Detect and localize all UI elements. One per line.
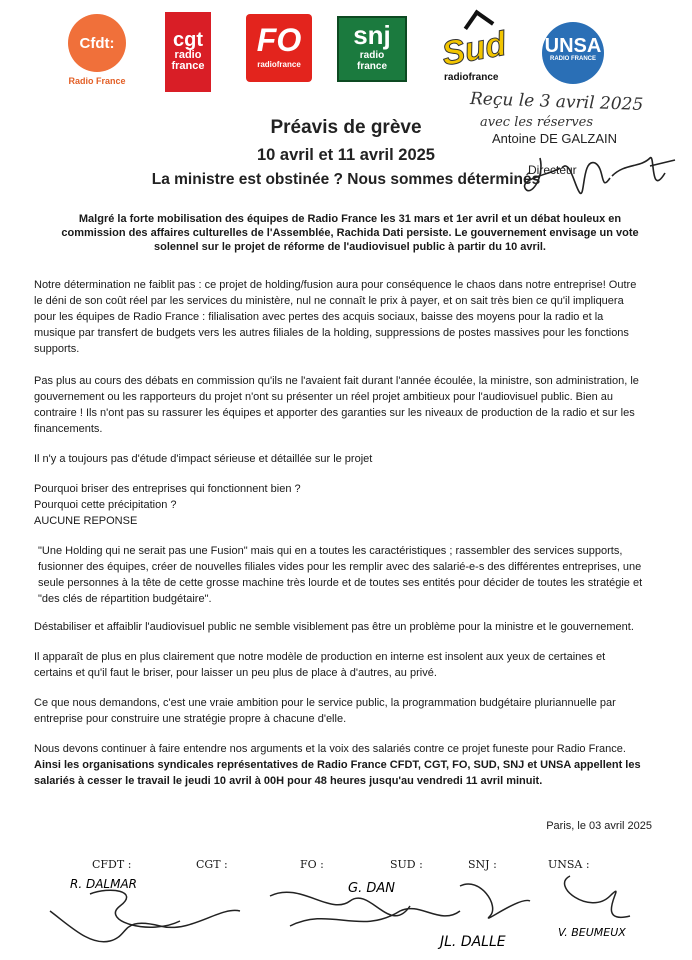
director-name: Antoine DE GALZAIN [492, 131, 617, 146]
cgt-logo-sub1: radio [174, 49, 202, 61]
paragraph-1: Notre détermination ne faiblit pas : ce projet de holding/fusion aura pour conséquence le chaos dans notre entreprise! Outre le déni de son coût réel par les services du ministère, nul ne connaît le prix à payer, et on sait très bien ce qu'il impliquera pour les équipes de Radio France : filialisation avec pertes des acquis sociaux, baisse des moyens pour la radio et la musique par transfert de budgets vers les autres filiales de la holding, suppressions de postes massives pour les fonctions supports. [34, 279, 637, 355]
signatory-label-sud: SUD : [390, 858, 423, 871]
sud-logo [438, 14, 520, 86]
place-and-date: Paris, le 03 avril 2025 [546, 820, 652, 832]
paragraph-holding: "Une Holding qui ne serait pas une Fusion" mais qui en a toutes les caractéristiques ; rassembler des services supports, fusionner des équipes, créer de nouvelles filiales vides pour les remplir avec des salarié-e-s des différentes entreprises, une seule personnes à la tête de cette grosse machine très lourde et de toutes ses entités pour décider de toutes les stratégie et "des clés de répartition budgétaire". [38, 545, 643, 605]
sud-logo-subtitle: radiofrance [444, 72, 499, 83]
signatory-label-fo: FO : [300, 858, 324, 871]
question-2: Pourquoi cette précipitation ? [34, 499, 177, 511]
snj-logo-mark: snj [353, 20, 391, 50]
fo-logo-mark: FO [256, 22, 302, 58]
snj-logo-sub2: france [356, 61, 387, 72]
signature-name-cfdt: R. DALMAR [70, 877, 138, 891]
signatory-label-snj: SNJ : [468, 858, 497, 871]
paragraph-model: Il apparaît de plus en plus clairement que notre modèle de production en interne est insolent aux yeux de certaines et certains et qu'il faut le briser, pour laisser un peu plus de place à d'autres, au privé. [34, 651, 606, 679]
unsa-logo-name: UNSA [544, 35, 602, 57]
paragraph-demands: Ce que nous demandons, c'est une vraie ambition pour le service public, la programmation budgétaire pluriannuelle par entreprise pour construire une stratégie propre à chacune d'elle. [34, 697, 616, 725]
received-annotation: Reçu le 3 avril 2025 [469, 88, 644, 116]
cfdt-logo-subtitle: Radio France [68, 76, 126, 86]
reserves-annotation: avec les réserves [480, 115, 594, 130]
signatory-label-unsa: UNSA : [548, 858, 590, 871]
union-logos-row [0, 0, 692, 100]
signature-name-sud: G. DAN [348, 881, 395, 896]
signatory-label-cgt: CGT : [196, 858, 228, 871]
unsa-logo-mark [542, 22, 604, 84]
unsa-logo-subtitle: RADIO FRANCE [550, 56, 596, 62]
snj-logo [337, 16, 407, 82]
no-answer: AUCUNE REPONSE [34, 515, 138, 527]
snj-logo-sub1: radio [359, 50, 385, 61]
paragraph-2: Pas plus au cours des débats en commission qu'ils ne l'avaient fait durant l'année écoulée, la ministre, son administration, le gouvernement ou les rapporteurs du projet n'ont su présenter un réel projet ambitieux pour l'audiovisuel public. Bien au contraire ! Ils n'ont pas su rassurer les équipes et apporter des garanties sur les niveaux de production de la radio et sur les financements. [34, 375, 639, 435]
unsa-logo [542, 22, 608, 88]
director-role: Directeur [528, 163, 577, 177]
fo-logo [246, 14, 312, 82]
cgt-logo-mark: cgt [173, 29, 203, 51]
slogan: La ministre est obstinée ? Nous sommes déterminés [151, 171, 541, 188]
cgt-logo [165, 12, 211, 92]
cfdt-logo [54, 14, 140, 94]
paragraph-continue: Nous devons continuer à faire entendre nos arguments et la voix des salariés contre ce projet funeste pour Radio France. [34, 743, 626, 755]
signature-name-snj: JL. DALLE [440, 934, 506, 950]
cgt-logo-sub2: france [171, 60, 205, 72]
union-signatures [30, 866, 680, 958]
signature-name-unsa: V. BEUMEUX [558, 926, 626, 939]
sud-logo-mark: Sud [439, 24, 509, 74]
strike-call: Ainsi les organisations syndicales représentatives de Radio France CFDT, CGT, FO, SUD, SNJ et UNSA appellent les salariés à cesser le travail le jeudi 10 avril à 00H pour 48 heures jusqu'au vendredi 11 avril minuit. [34, 759, 641, 787]
strike-dates: 10 avril et 11 avril 2025 [257, 146, 435, 164]
question-1: Pourquoi briser des entreprises qui fonctionnent bien ? [34, 483, 301, 495]
body-text [34, 277, 646, 789]
intro-paragraph: Malgré la forte mobilisation des équipes de Radio France les 31 mars et 1er avril et un débat houleux en commission des affaires culturelles de l'Assemblée, Rachida Dati persiste. Le gouvernement envisage un vote solennel sur le projet de réforme de l'audiovisuel public à partir du 10 avril. [61, 213, 639, 253]
fo-logo-subtitle: radiofrance [257, 60, 301, 69]
signatory-label-cfdt: CFDT : [92, 858, 132, 871]
cfdt-logo-mark: Cfdt: [68, 14, 126, 72]
paragraph-3: Il n'y a toujours pas d'étude d'impact sérieuse et détaillée sur le projet [34, 453, 373, 465]
paragraph-destabilize: Déstabiliser et affaiblir l'audiovisuel public ne semble visiblement pas être un problème pour la ministre et le gouvernement. [34, 621, 634, 633]
questions-block [34, 481, 646, 529]
page-title: Préavis de grève [270, 117, 422, 138]
